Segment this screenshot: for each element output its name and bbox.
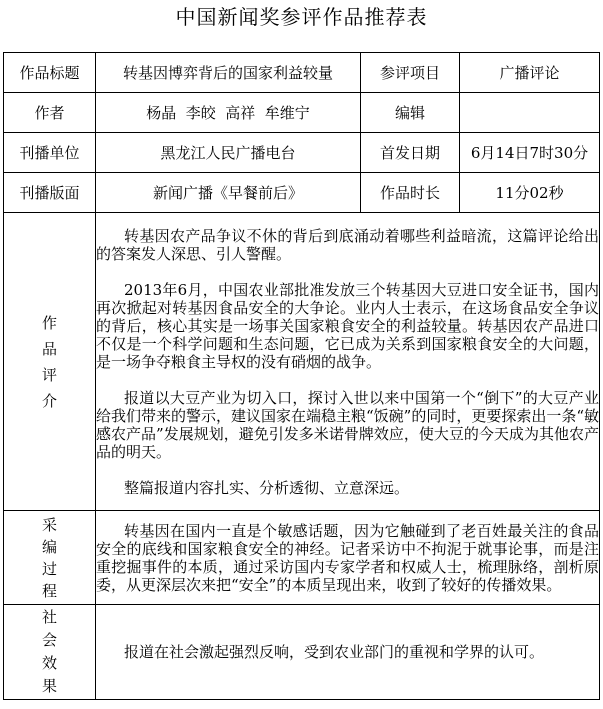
process-label-char: 采: [41, 515, 57, 534]
process-label-char: 程: [41, 581, 57, 600]
work-title-value: 转基因博弈背后的国家利益较量: [96, 53, 361, 93]
row-column: [4, 173, 600, 213]
process-label-char: 编: [41, 537, 57, 556]
category-value: 广播评论: [460, 53, 600, 93]
unit-label: 刊播单位: [4, 133, 96, 173]
effect-content: [96, 605, 600, 700]
column-value: 新闻广播《早餐前后》: [96, 173, 361, 213]
author-value: 杨晶 李皎 高祥 牟维宁: [96, 93, 361, 133]
effect-label-char: 效: [41, 654, 57, 672]
row-process: [4, 511, 600, 605]
evaluation-label-char: 介: [41, 391, 57, 410]
evaluation-label-char: 评: [41, 365, 57, 384]
work-title-label: 作品标题: [4, 53, 96, 93]
process-content: [96, 511, 600, 605]
duration-label: 作品时长: [361, 173, 460, 213]
evaluation-label: [4, 213, 96, 511]
date-value: 6月14日7时30分: [460, 133, 600, 173]
author-label: 作者: [4, 93, 96, 133]
evaluation-content: [96, 213, 600, 511]
effect-label: [4, 605, 96, 700]
process-text: 转基因在国内一直是个敏感话题，因为它触碰到了老百姓最关注的食品安全的底线和国家粮食安全的神经。记者采访中不拘泥于就事论事，而是注重挖掘事件的本质，通过采访国内专家学者和权威人士，梳理脉络，剖析原委，从更深层次来把“安全”的本质呈现出来，收到了较好的传播效果。: [96, 521, 599, 594]
row-evaluation: [4, 213, 600, 511]
date-label: 首发日期: [361, 133, 460, 173]
effect-label-char: 社: [41, 608, 57, 626]
effect-label-char: 果: [41, 677, 57, 695]
recommendation-form-table: [3, 52, 600, 700]
effect-label-char: 会: [41, 631, 57, 649]
row-effect: [4, 605, 600, 700]
page-title: 中国新闻奖参评作品推荐表: [175, 5, 428, 29]
unit-value: 黑龙江人民广播电台: [96, 133, 361, 173]
row-unit: [4, 133, 600, 173]
evaluation-paragraph: 整篇报道内容扎实、分析透彻、立意深远。: [124, 478, 410, 497]
evaluation-label-char: 作: [41, 313, 57, 332]
evaluation-label-char: 品: [41, 339, 57, 358]
editor-value: [460, 93, 600, 133]
evaluation-paragraph: 报道以大豆产业为切入口，探讨入世以来中国第一个“倒下”的大豆产业给我们带来的警示，建议国家在端稳主粮“饭碗”的同时，更要探索出一条“敏感农产品”发展规划，避免引发多米诺骨牌效应，使大豆的今天成为其他农产品的明天。: [96, 388, 600, 461]
row-author: [4, 93, 600, 133]
process-label-char: 过: [41, 559, 57, 578]
category-label: 参评项目: [361, 53, 460, 93]
process-label: [4, 511, 96, 605]
evaluation-paragraph: 2013年6月，中国农业部批准发放三个转基因大豆进口安全证书，国内再次掀起对转基因食品安全的大争论。业内人士表示，在这场食品安全争议的背后，核心其实是一场事关国家粮食安全的利益较量。转基因农产品进口不仅是一个科学问题和生态问题，它已成为关系到国家粮食安全的大问题，是一场争夺粮食主导权的没有硝烟的战争。: [96, 280, 599, 371]
editor-label: 编辑: [361, 93, 460, 133]
evaluation-paragraph: 转基因农产品争议不休的背后到底涌动着哪些利益暗流，这篇评论给出的答案发人深思、引人警醒。: [96, 226, 599, 263]
row-work-title: [4, 53, 600, 93]
duration-value: 11分02秒: [460, 173, 600, 213]
effect-text: 报道在社会激起强烈反响，受到农业部门的重视和学界的认可。: [124, 643, 545, 661]
column-label: 刊播版面: [4, 173, 96, 213]
